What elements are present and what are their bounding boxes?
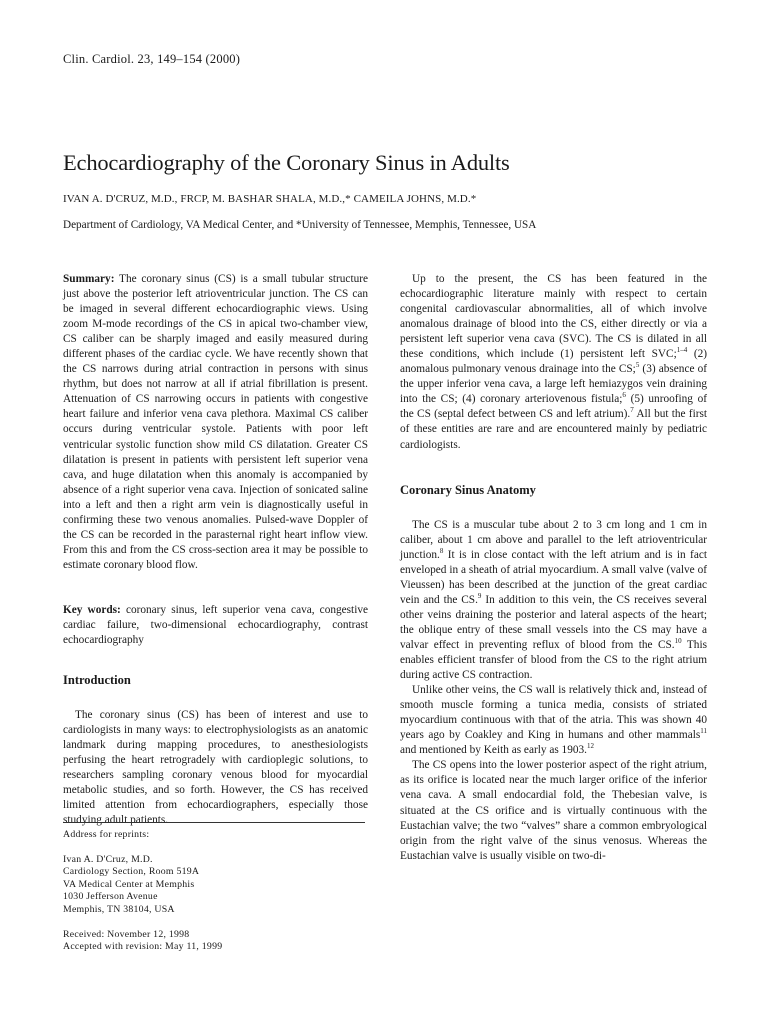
summary-text: The coronary sinus (CS) is a small tubular structure just above the posterior left atrioventricular junction. The CS can be imaged in several different echocardiographic views. Using zoom M-mode recordings of the CS in apical two-chamber view, CS caliber can be sharply imaged and easily measured during different phases of the cardiac cycle. We have recently shown that the CS narrows during atrial contraction in persons with sinus rhythm, but does not narrow at all if atrial fibrillation is present. Attenuation of CS narrowing occurs in patients with congestive heart failure and inferior vena cava plethora. Maximal CS caliber occurs during ventricular systole. Patients with poor left ventricular systolic function show mild CS dilatation. Greater CS dilatation is present in patients with persistent left superior vena cava, and huge dilatation when this anomaly is accompanied by absence of a right superior vena cava. Injection of sonicated saline into a left and then a right arm vein is diagnostically useful in confirming these two venous anomalies. Pulsed-wave Doppler of the CS can be recorded in the parasternal right heart inflow view. From this and from the CS cross-section area it may be possible to estimate coronary blood flow. [63, 273, 369, 571]
citation-ref: 7 [630, 406, 634, 415]
anatomy-p1-text-b: It is in close contact with the left atrium and is in fact enveloped in a sheath of atrial myocardium. A small valve (valve of Vieussen) has been described at the junction of the great cardiac vein and the CS. [400, 548, 707, 606]
citation-ref: 11 [700, 727, 707, 736]
citation-ref: 10 [674, 637, 682, 646]
reprint-address-line: Cardiology Section, Room 519A [63, 866, 200, 878]
citation-ref: 6 [622, 391, 626, 400]
introduction-paragraph-2 [400, 272, 707, 453]
citation-ref: 8 [439, 546, 444, 555]
keywords-paragraph [63, 603, 368, 648]
anatomy-p2-text-a: Unlike other veins, the CS wall is relatively thick and, instead of smooth muscle forming a tunica media, consists of striated myocardium continuous with that of the atria. This was shown 40 years ago by Coakley and King in humans and other mammals [400, 684, 707, 742]
reprint-address-line: VA Medical Center at Memphis [63, 878, 195, 890]
summary-paragraph [63, 272, 368, 573]
accepted-date: Accepted with revision: May 11, 1999 [63, 941, 223, 953]
reprint-address-block [63, 822, 365, 954]
reprint-address-line: Memphis, TN 38104, USA [63, 903, 175, 915]
reprint-address-line: Ivan A. D'Cruz, M.D. [63, 853, 153, 865]
citation-ref: 1–4 [676, 346, 688, 355]
reprints-heading: Address for reprints: [63, 829, 150, 840]
article-title: Echocardiography of the Coronary Sinus in Adults [63, 150, 510, 175]
citation-ref: 12 [586, 742, 594, 751]
anatomy-p1-text-a: The CS is a muscular tube about 2 to 3 cm long and 1 cm in caliber, about 1 cm above and parallel to the left atrioventricular junction. [400, 518, 707, 561]
author-affiliation: Department of Cardiology, VA Medical Center, and *University of Tennessee, Memphis, Tennessee, USA [63, 219, 537, 231]
citation-ref: 5 [635, 361, 640, 370]
reprint-address-line: 1030 Jefferson Avenue [63, 891, 158, 903]
introduction-heading: Introduction [63, 673, 131, 688]
anatomy-p1-text-d: This enables efficient transfer of blood from the CS to the right atrium during active CS contraction. [400, 638, 707, 682]
left-column [63, 272, 368, 829]
intro-p2-text-c: (3) absence of the upper inferior vena cava, a large left hemiazygos vein draining into the CS; (4) coronary arteriovenous fistula; [400, 363, 707, 406]
author-list: IVAN A. D'CRUZ, M.D., FRCP, M. BASHAR SHALA, M.D.,* CAMEILA JOHNS, M.D.* [63, 193, 477, 205]
summary-label: Summary: [63, 273, 115, 285]
right-column [400, 272, 707, 864]
keywords-text: coronary sinus, left superior vena cava, congestive cardiac failure, two-dimensional echocardiography, contrast echocardiography [63, 603, 368, 647]
journal-citation: Clin. Cardiol. 23, 149–154 (2000) [63, 52, 241, 66]
anatomy-paragraph-3: The CS opens into the lower posterior aspect of the right atrium, as its orifice is located near the much larger orifice of the inferior vena cava. A small endocardial fold, the Thebesian valve, is situated at the CS orifice and is virtually continuous with the Eustachian valve; the two “valves” share a common embryological origin from the right valve of the sinus venosus. Whereas the Eustachian valve is usually visible on two-di- [400, 759, 707, 862]
keywords-label: Key words: [63, 603, 121, 616]
intro-p2-text-b: (2) anomalous pulmonary venous drainage into the CS; [400, 348, 707, 376]
anatomy-p2-text-b: and mentioned by Keith as early as 1903. [400, 744, 587, 757]
intro-p2-text-d: (5) unroofing of the CS (septal defect between CS and left atrium). [400, 393, 708, 421]
anatomy-paragraph-1 [400, 518, 707, 684]
anatomy-heading: Coronary Sinus Anatomy [400, 482, 536, 497]
introduction-paragraph-1: The coronary sinus (CS) has been of interest and use to cardiologists in many ways: to electrophysiologists as an anatomic landmark during mapping procedures, to anesthesiologists perfusing the heart retrogradely with cardioplegic solutions, to researchers sampling coronary venous blood for myocardial metabolic studies, and so forth. However, the CS has received limited attention from echocardiographers, especially those studying adult patients. [63, 709, 368, 827]
anatomy-p1-text-c: In addition to this vein, the CS receives several other veins draining the posterior and lateral aspects of the heart; the oblique entry of these small vessels into the CS may have a valvar effect in preventing reflux of blood from the CS. [400, 593, 707, 651]
intro-p2-text-a: Up to the present, the CS has been featured in the echocardiographic literature mainly with respect to certain congenital cardiovascular abnormalities, all of which involve anomalous drainage of blood into the CS, either directly or via a persistent left superior vena cava (SVC). The CS is dilated in all these conditions, which include (1) persistent left SVC; [400, 273, 707, 361]
citation-ref: 9 [477, 592, 482, 601]
received-date: Received: November 12, 1998 [63, 928, 190, 940]
anatomy-paragraph-2 [400, 683, 707, 758]
intro-p2-text-e: All but the first of these entities are rare and are encountered mainly by pediatric cardiologists. [400, 408, 708, 451]
